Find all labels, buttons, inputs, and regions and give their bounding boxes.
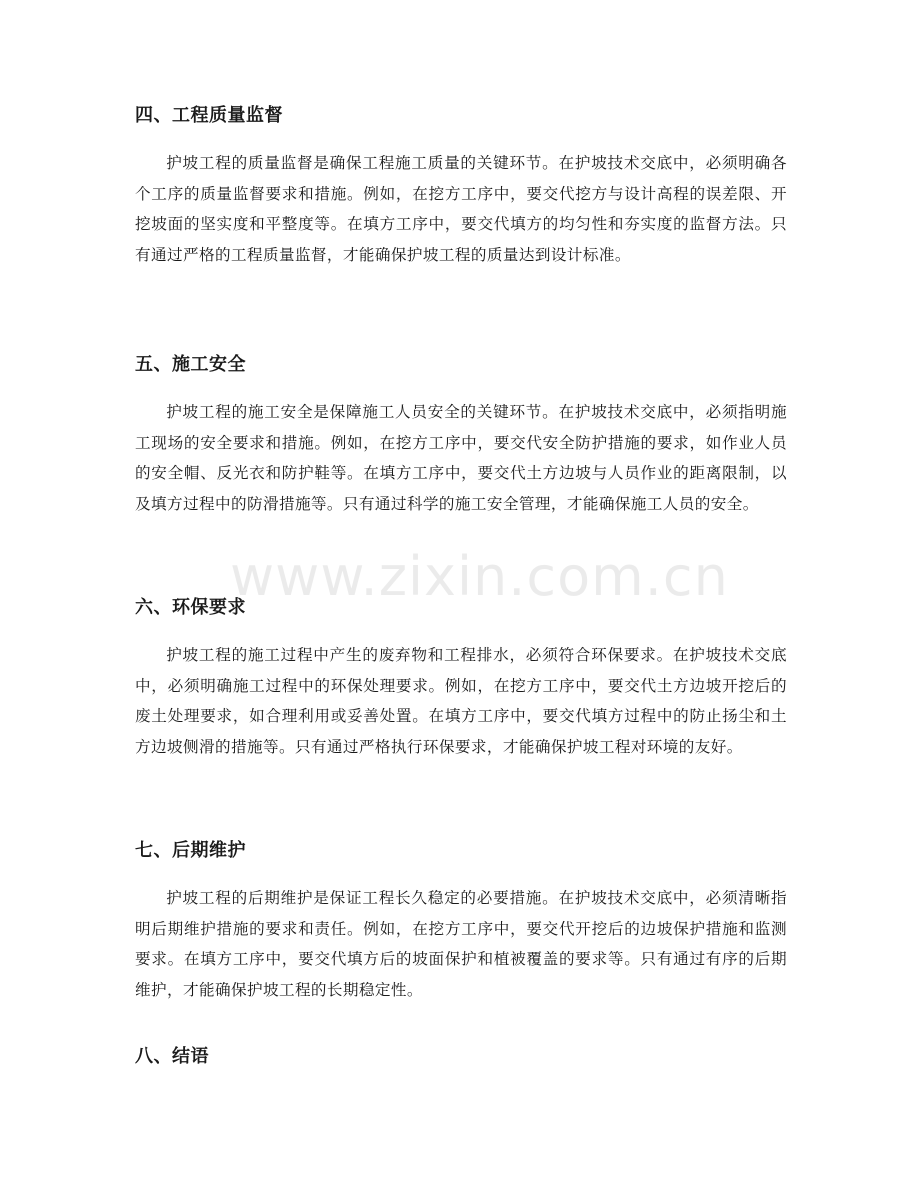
section-environmental-requirements <box>135 595 787 762</box>
section-construction-safety <box>135 352 787 519</box>
section-paragraph: 护坡工程的后期维护是保证工程长久稳定的必要措施。在护坡技术交底中，必须清晰指明后期维护措施的要求和责任。例如，在挖方工序中，要交代开挖后的边坡保护措施和监测要求。在填方工序中，要交代填方后的坡面保护和植被覆盖的要求等。只有通过有序的后期维护，才能确保护坡工程的长期稳定性。 <box>135 889 787 999</box>
section-paragraph: 护坡工程的质量监督是确保工程施工质量的关键环节。在护坡技术交底中，必须明确各个工序的质量监督要求和措施。例如，在挖方工序中，要交代挖方与设计高程的误差限、开挖坡面的坚实度和平整度等。在填方工序中，要交代填方的均匀性和夯实度的监督方法。只有通过严格的工程质量监督，才能确保护坡工程的质量达到设计标准。 <box>135 154 787 264</box>
section-paragraph: 护坡工程的施工过程中产生的废弃物和工程排水，必须符合环保要求。在护坡技术交底中，必须明确施工过程中的环保处理要求。例如，在挖方工序中，要交代土方边坡开挖后的废土处理要求，如合理利用或妥善处置。在填方工序中，要交代填方过程中的防止扬尘和土方边坡侧滑的措施等。只有通过严格执行环保要求，才能确保护坡工程对环境的友好。 <box>135 646 787 756</box>
section-later-maintenance <box>135 838 787 1005</box>
section-quality-supervision <box>135 103 787 270</box>
section-paragraph: 护坡工程的施工安全是保障施工人员安全的关键环节。在护坡技术交底中，必须指明施工现场的安全要求和措施。例如，在挖方工序中，要交代安全防护措施的要求，如作业人员的安全帽、反光衣和防护鞋等。在填方工序中，要交代土方边坡与人员作业的距离限制，以及填方过程中的防滑措施等。只有通过科学的施工安全管理，才能确保施工人员的安全。 <box>135 403 787 513</box>
section-heading: 六、环保要求 <box>135 597 246 618</box>
section-heading: 七、后期维护 <box>135 840 246 861</box>
watermark-text: www.zixin.com.cn <box>230 545 729 608</box>
section-heading: 五、施工安全 <box>135 354 246 375</box>
section-conclusion <box>135 1044 787 1070</box>
section-heading: 八、结语 <box>135 1046 209 1067</box>
section-heading: 四、工程质量监督 <box>135 105 283 126</box>
